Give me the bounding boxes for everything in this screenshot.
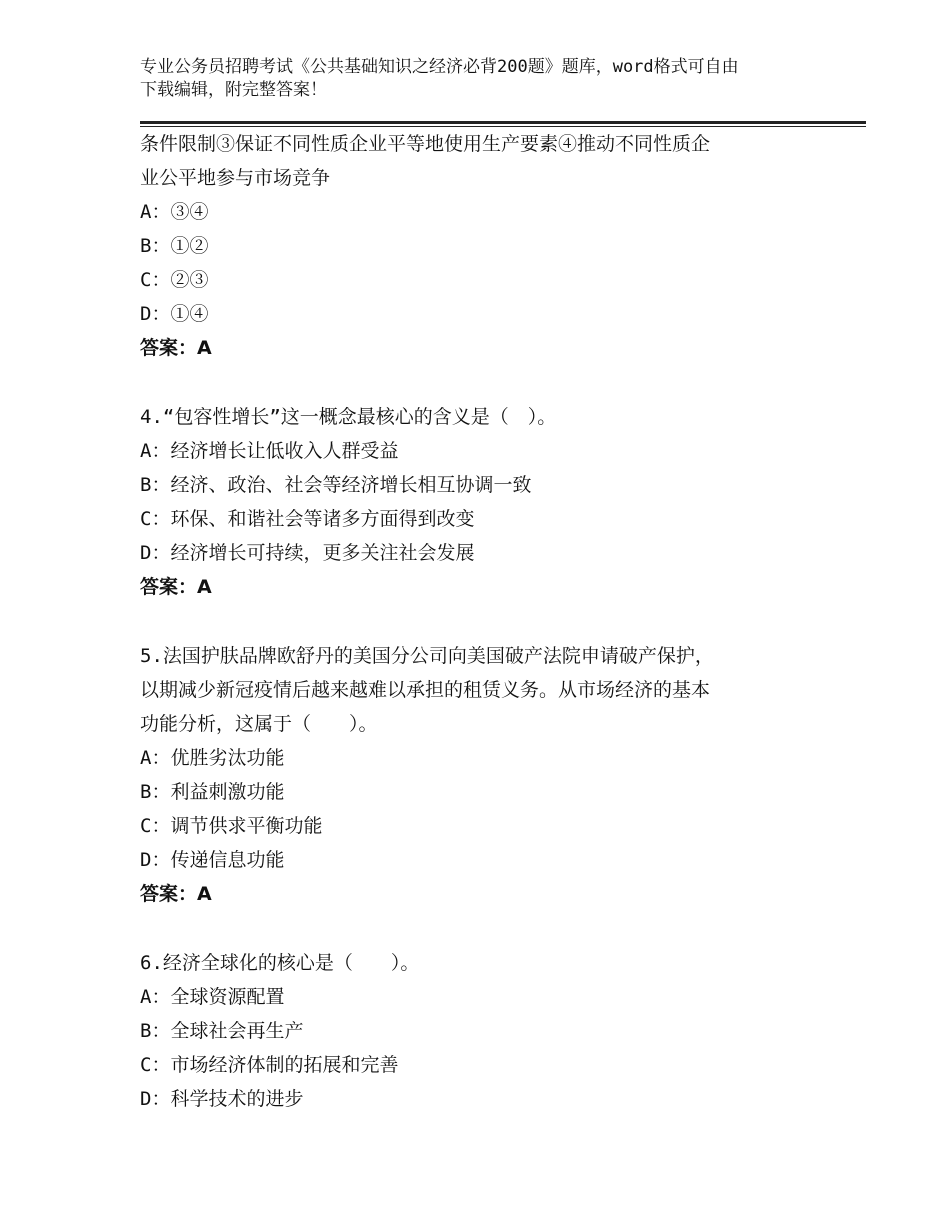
question-content: [140, 127, 840, 1116]
question-3-option-b: B：①②: [140, 235, 209, 257]
spacer: [140, 911, 840, 946]
question-3-text-line-1: 条件限制③保证不同性质企业平等地使用生产要素④推动不同性质企: [140, 133, 711, 155]
question-5: [140, 639, 840, 911]
question-5-text-line-2: 以期减少新冠疫情后越来越难以承担的租赁义务。从市场经济的基本: [140, 679, 711, 701]
question-4-option-a: A：经济增长让低收入人群受益: [140, 440, 399, 462]
question-5-text-line-1: 5.法国护肤品牌欧舒丹的美国分公司向美国破产法院申请破产保护，: [140, 645, 714, 667]
question-6-option-b: B：全球社会再生产: [140, 1020, 304, 1042]
question-3-text-line-2: 业公平地参与市场竞争: [140, 167, 331, 189]
question-3-option-c: C：②③: [140, 269, 209, 291]
question-5-option-c: C：调节供求平衡功能: [140, 815, 323, 837]
question-6: [140, 946, 840, 1116]
question-3: [140, 127, 840, 365]
question-3-option-a: A：③④: [140, 201, 209, 223]
question-6-option-d: D：科学技术的进步: [140, 1088, 304, 1110]
page-header: [140, 56, 820, 102]
question-4-option-d: D：经济增长可持续，更多关注社会发展: [140, 542, 475, 564]
spacer: [140, 365, 840, 400]
header-rule-thick: [140, 121, 866, 124]
question-5-text-line-3: 功能分析，这属于（ ）。: [140, 713, 378, 735]
question-4: [140, 400, 840, 604]
question-4-answer: 答案：A: [140, 576, 212, 598]
question-6-option-c: C：市场经济体制的拓展和完善: [140, 1054, 399, 1076]
question-5-option-b: B：利益刺激功能: [140, 781, 285, 803]
question-3-option-d: D：①④: [140, 303, 209, 325]
header-line-1: 专业公务员招聘考试《公共基础知识之经济必背200题》题库，word格式可自由: [140, 57, 739, 77]
question-6-option-a: A：全球资源配置: [140, 986, 285, 1008]
question-5-answer: 答案：A: [140, 883, 212, 905]
question-5-option-d: D：传递信息功能: [140, 849, 285, 871]
question-4-text: 4.“包容性增长”这一概念最核心的含义是（ ）。: [140, 406, 557, 428]
question-6-text: 6.经济全球化的核心是（ ）。: [140, 952, 420, 974]
header-line-2: 下载编辑，附完整答案！: [140, 80, 327, 100]
spacer: [140, 604, 840, 639]
question-3-answer: 答案：A: [140, 337, 212, 359]
question-4-option-c: C：环保、和谐社会等诸多方面得到改变: [140, 508, 475, 530]
question-4-option-b: B：经济、政治、社会等经济增长相互协调一致: [140, 474, 532, 496]
question-5-option-a: A：优胜劣汰功能: [140, 747, 285, 769]
